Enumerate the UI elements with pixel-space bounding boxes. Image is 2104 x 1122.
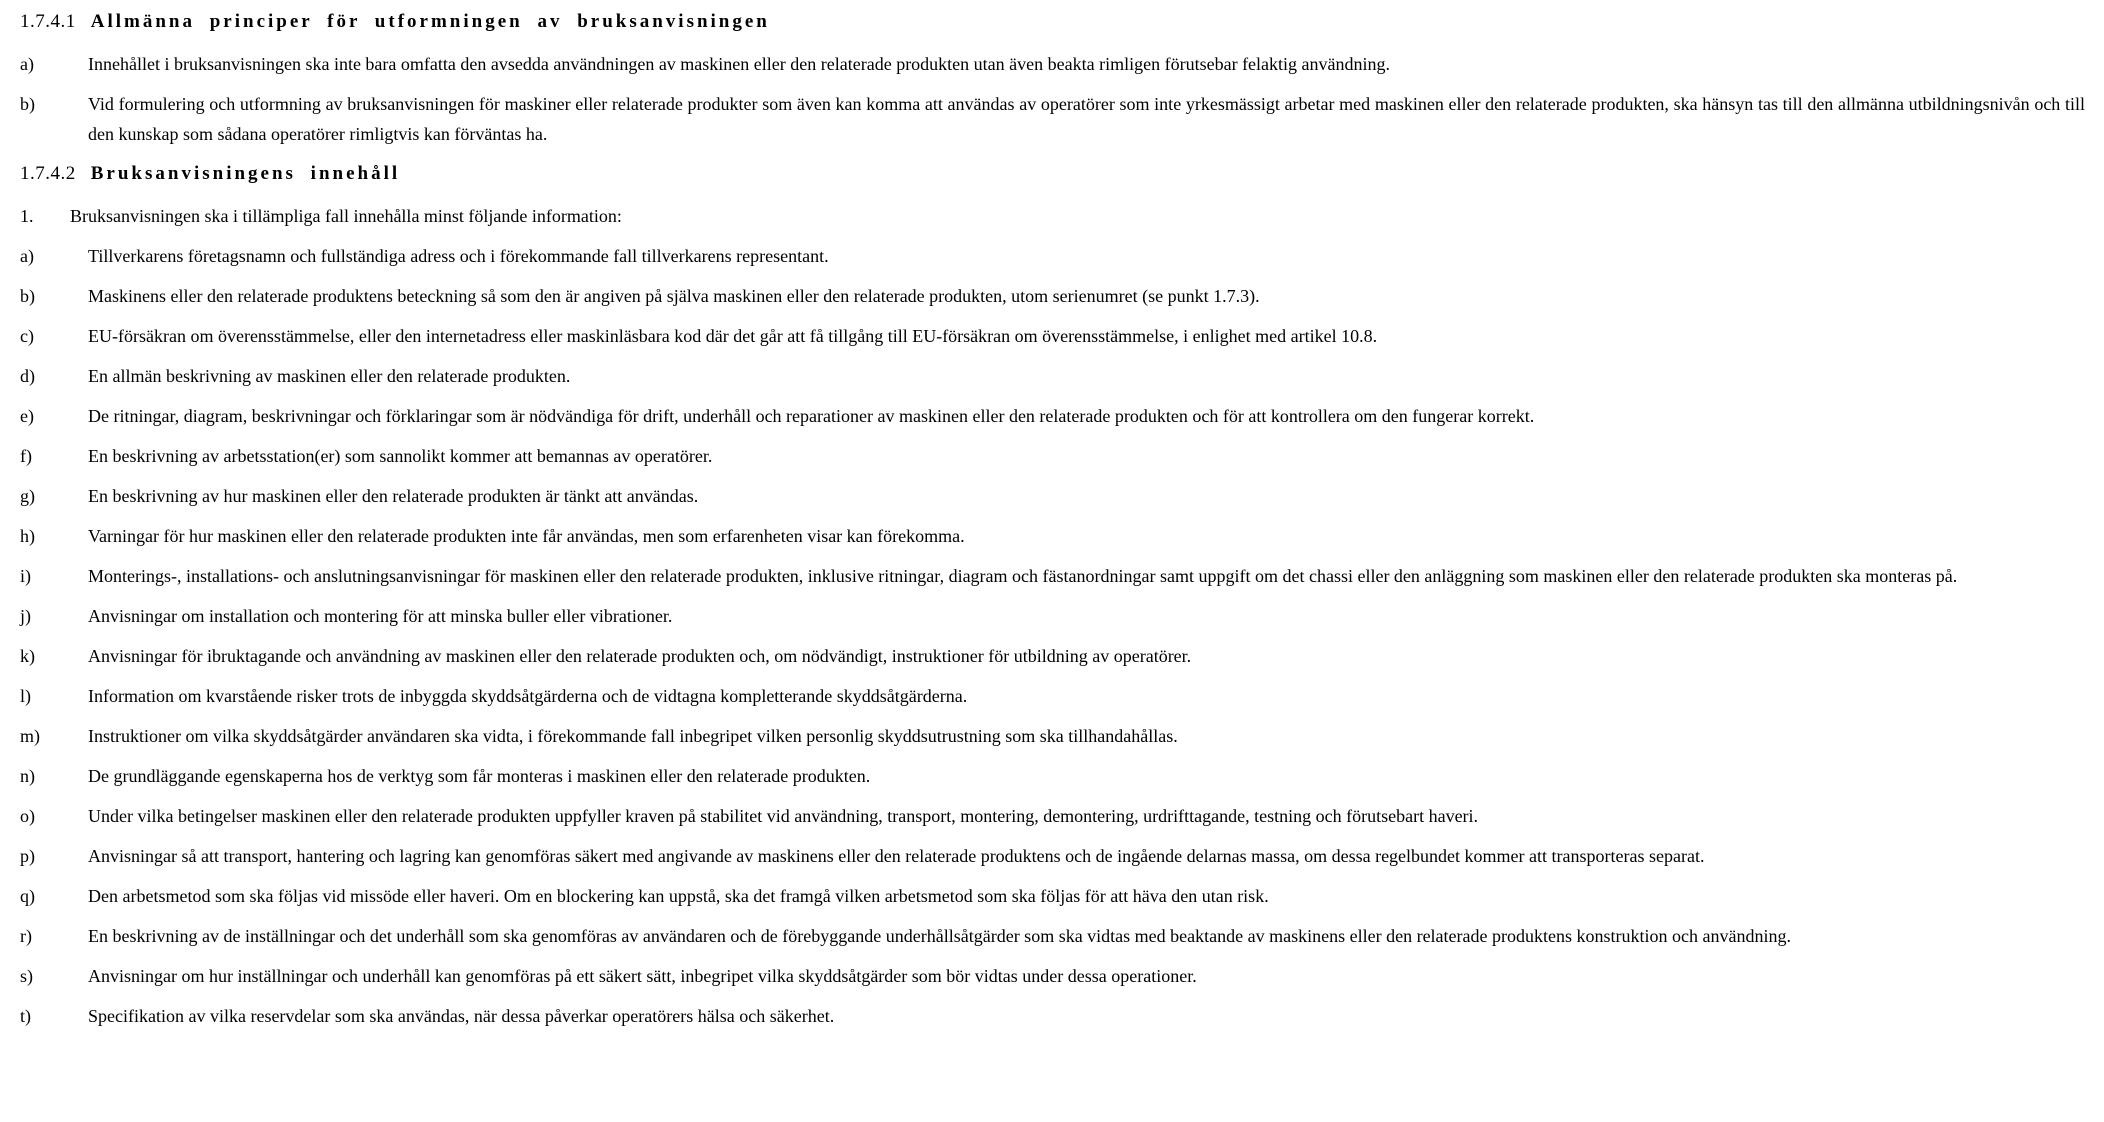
item-label: a): [20, 246, 34, 266]
item-text: Instruktioner om vilka skyddsåtgärder användaren ska vidta, i förekommande fall inbegripet vilken personlig skyddsutrustning som ska tillhandahållas.: [88, 726, 1178, 746]
section-title: Allmänna principer för utformningen av bruksanvisningen: [90, 11, 770, 32]
section-heading: [20, 7, 2085, 37]
list-item: [20, 89, 2085, 149]
list-item: [20, 721, 2085, 751]
list-item: [20, 481, 2085, 511]
item-label: c): [20, 326, 34, 346]
item-text: Information om kvarstående risker trots de inbyggda skyddsåtgärderna och de vidtagna kompletterande skyddsåtgärderna.: [88, 686, 968, 706]
list-item: [20, 281, 2085, 311]
item-text: Monterings-, installations- och anslutningsanvisningar för maskinen eller den relaterade produkten, inklusive ritningar, diagram och fästanordningar samt uppgift om det chassi eller den anläggning som maskinen eller den relaterade produkten ska monteras på.: [88, 566, 1958, 586]
list-item: [20, 241, 2085, 271]
list-item: [20, 1001, 2085, 1031]
item-text: De grundläggande egenskaperna hos de verktyg som får monteras i maskinen eller den relaterade produkten.: [88, 766, 871, 786]
item-text: Specifikation av vilka reservdelar som ska användas, när dessa påverkar operatörers hälsa och säkerhet.: [88, 1006, 835, 1026]
item-label: j): [20, 606, 31, 626]
item-label: t): [20, 1006, 31, 1026]
document: [20, 7, 2085, 1031]
item-label: 1.: [20, 206, 34, 226]
section-number: 1.7.4.2: [20, 163, 76, 184]
list-item: [20, 49, 2085, 79]
list-item: [20, 921, 2085, 951]
item-text: Den arbetsmetod som ska följas vid missöde eller haveri. Om en blockering kan uppstå, ska det framgå vilken arbetsmetod som ska följas för att häva den utan risk.: [88, 886, 1269, 906]
item-label: m): [20, 726, 40, 746]
item-label: h): [20, 526, 35, 546]
list-item: [20, 361, 2085, 391]
list-item: [20, 681, 2085, 711]
item-text: En allmän beskrivning av maskinen eller den relaterade produkten.: [88, 366, 571, 386]
item-label: e): [20, 406, 34, 426]
list-item: [20, 601, 2085, 631]
item-text: Anvisningar så att transport, hantering och lagring kan genomföras säkert med angivande av maskinens eller den relaterade produktens och de ingående delarnas massa, om dessa regelbundet kommer att transporteras separat.: [88, 846, 1705, 866]
item-label: a): [20, 54, 34, 74]
item-text: Innehållet i bruksanvisningen ska inte bara omfatta den avsedda användningen av maskinen eller den relaterade produkten utan även beakta rimligen förutsebar felaktig användning.: [88, 54, 1391, 74]
list-item: [20, 881, 2085, 911]
item-text: Maskinens eller den relaterade produktens beteckning så som den är angiven på själva maskinen eller den relaterade produkten, utom serienumret (se punkt 1.7.3).: [88, 286, 1260, 306]
item-text: En beskrivning av de inställningar och det underhåll som ska genomföras av användaren och de förebyggande underhållsåtgärder som ska vidtas med beaktande av maskinens eller den relaterade produktens konstruktion och användning.: [88, 926, 1791, 946]
item-label: s): [20, 966, 33, 986]
item-label: f): [20, 446, 32, 466]
list-item: [20, 441, 2085, 471]
list-item: [20, 961, 2085, 991]
item-label: l): [20, 686, 31, 706]
item-label: i): [20, 566, 31, 586]
item-text: En beskrivning av arbetsstation(er) som sannolikt kommer att bemannas av operatörer.: [88, 446, 713, 466]
item-label: o): [20, 806, 35, 826]
item-label: g): [20, 486, 35, 506]
list-item: [20, 201, 2085, 231]
list-item: [20, 841, 2085, 871]
item-label: n): [20, 766, 35, 786]
item-text: En beskrivning av hur maskinen eller den relaterade produkten är tänkt att användas.: [88, 486, 699, 506]
item-text: Varningar för hur maskinen eller den relaterade produkten inte får användas, men som erfarenheten visar kan förekomma.: [88, 526, 965, 546]
item-label: d): [20, 366, 35, 386]
section-title: Bruksanvisningens innehåll: [90, 163, 401, 184]
item-label: p): [20, 846, 35, 866]
item-label: b): [20, 286, 35, 306]
list-item: [20, 561, 2085, 591]
list-item: [20, 801, 2085, 831]
item-label: r): [20, 926, 32, 946]
item-label: q): [20, 886, 35, 906]
item-text: De ritningar, diagram, beskrivningar och förklaringar som är nödvändiga för drift, underhåll och reparationer av maskinen eller den relaterade produkten och för att kontrollera om den fungerar korrekt.: [88, 406, 1535, 426]
item-text: Anvisningar för ibruktagande och användning av maskinen eller den relaterade produkten och, om nödvändigt, instruktioner för utbildning av operatörer.: [88, 646, 1192, 666]
list-item: [20, 761, 2085, 791]
item-text: EU-försäkran om överensstämmelse, eller den internetadress eller maskinläsbara kod där det går att få tillgång till EU-försäkran om överensstämmelse, i enlighet med artikel 10.8.: [88, 326, 1378, 346]
item-label: k): [20, 646, 35, 666]
item-text: Bruksanvisningen ska i tillämpliga fall innehålla minst följande information:: [70, 206, 622, 226]
item-text: Anvisningar om installation och montering för att minska buller eller vibrationer.: [88, 606, 673, 626]
item-text: Anvisningar om hur inställningar och underhåll kan genomföras på ett säkert sätt, inbegripet vilka skyddsåtgärder som bör vidtas under dessa operationer.: [88, 966, 1197, 986]
item-text: Tillverkarens företagsnamn och fullständiga adress och i förekommande fall tillverkarens representant.: [88, 246, 829, 266]
item-text: Vid formulering och utformning av bruksanvisningen för maskiner eller relaterade produkter som även kan komma att användas av operatörer som inte yrkesmässigt arbetar med maskinen eller den relaterade produkten, ska hänsyn tas till den allmänna utbildningsnivån och till den kunskap som sådana operatörer rimligtvis kan förväntas ha.: [88, 94, 2085, 144]
item-text: Under vilka betingelser maskinen eller den relaterade produkten uppfyller kraven på stabilitet vid användning, transport, montering, demontering, urdrifttagande, testning och förutsebart haveri.: [88, 806, 1479, 826]
list-item: [20, 521, 2085, 551]
item-label: b): [20, 94, 35, 114]
list-item: [20, 321, 2085, 351]
list-item: [20, 641, 2085, 671]
section-heading: [20, 159, 2085, 189]
list-item: [20, 401, 2085, 431]
section-number: 1.7.4.1: [20, 11, 76, 32]
